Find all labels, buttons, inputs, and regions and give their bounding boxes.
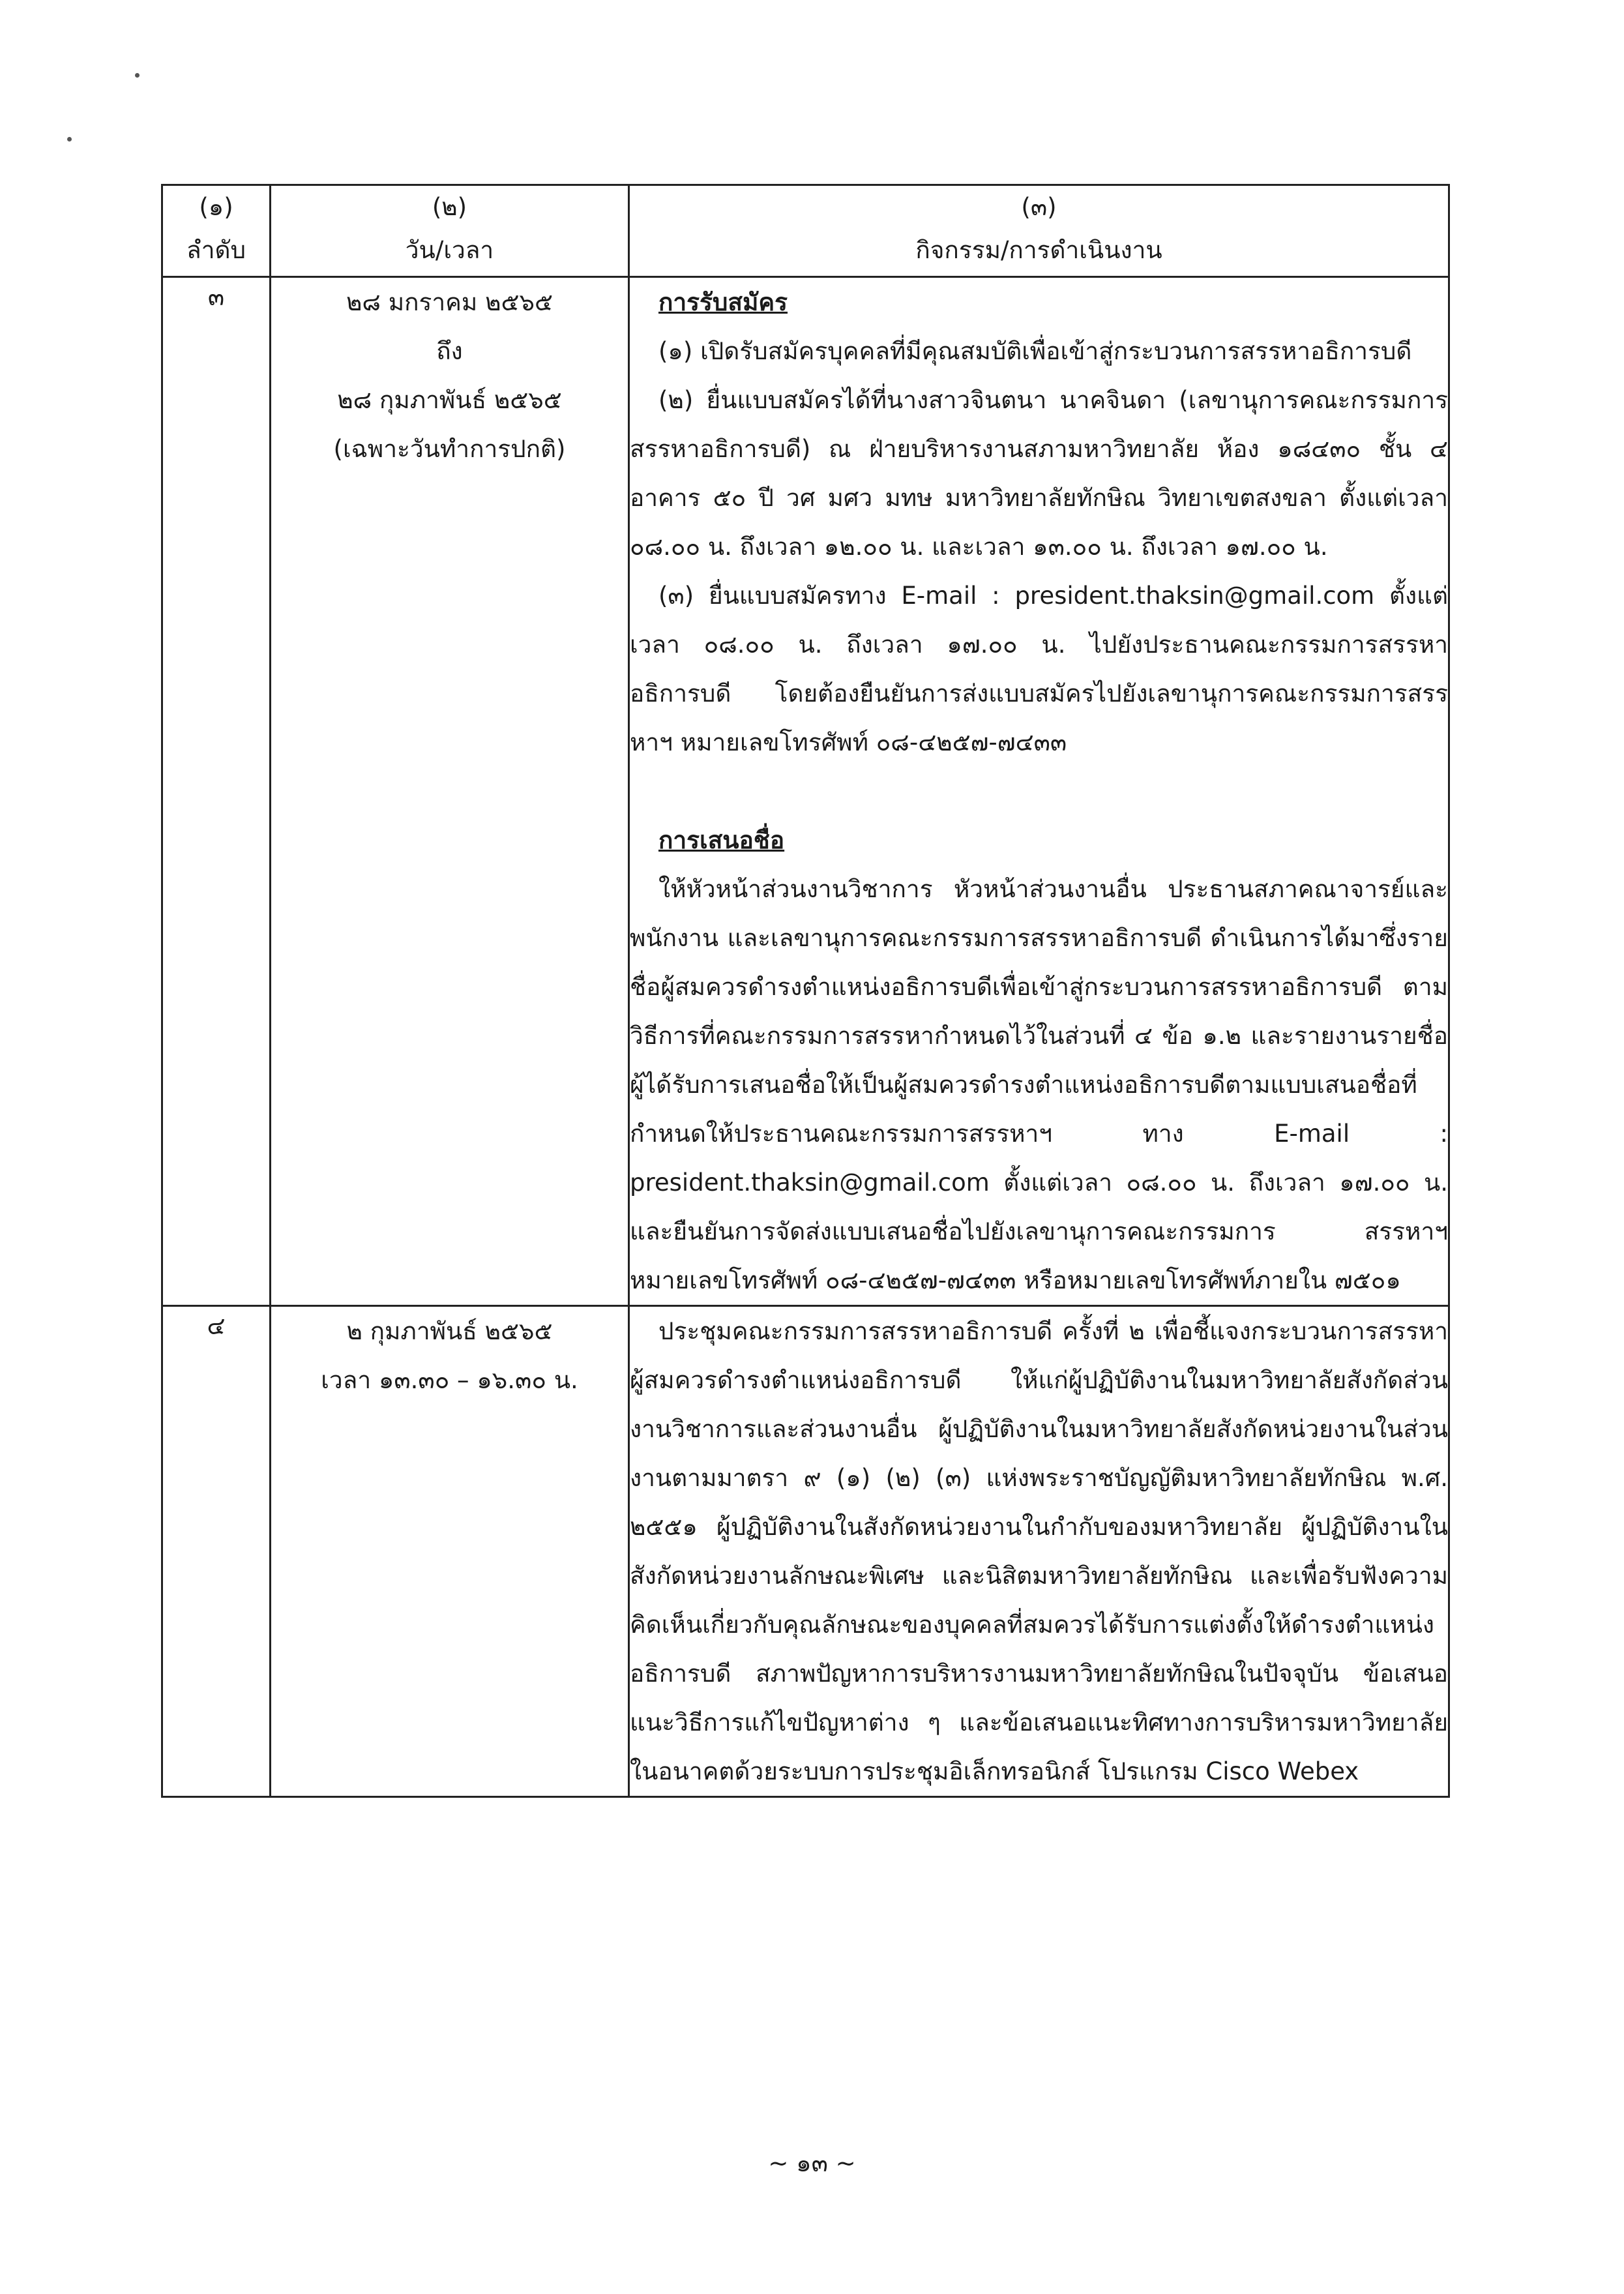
scan-speck (135, 73, 140, 78)
section-spacer (630, 767, 1448, 816)
section-heading-application: การรับสมัคร (658, 288, 788, 316)
activity-paragraph: (๑) เปิดรับสมัครบุคคลที่มีคุณสมบัติเพื่อเข้าสู่กระบวนการสรรหาอธิการบดี (658, 337, 1412, 365)
scan-speck (67, 137, 72, 142)
row-number: ๓ (162, 277, 271, 1306)
row-activity (629, 277, 1449, 1306)
header-date-time (271, 185, 629, 277)
date-line: เวลา ๑๓.๓๐ – ๑๖.๓๐ น. (321, 1366, 578, 1394)
activity-paragraph: ให้หัวหน้าส่วนงานวิชาการ หัวหน้าส่วนงานอื่น ประธานสภาคณาจารย์และพนักงาน และเลขานุการคณะกรรมการสรรหาอธิการบดี ดำเนินการได้มาซึ่งรายชื่อผู้สมควรดำรงตำแหน่งอธิการบดีเพื่อเข้าสู่กระบวนการสรรหาอธิการบดี ตามวิธีการที่คณะกรรมการสรรหากำหนดไว้ในส่วนที่ ๔ ข้อ ๑.๒ และรายงานรายชื่อผู้ได้รับการเสนอชื่อให้เป็นผู้สมควรดำรงตำแหน่งอธิการบดีตามแบบเสนอชื่อที่กำหนดให้ประธานคณะกรรมการสรรหาฯ ทาง E-mail : president.thaksin@gmail.com ตั้งแต่เวลา ๐๘.๐๐ น. ถึงเวลา ๑๗.๐๐ น. และยืนยันการจัดส่งแบบเสนอชื่อไปยังเลขานุการคณะกรรมการ สรรหาฯ หมายเลขโทรศัพท์ ๐๘-๔๒๕๗-๗๔๓๓ หรือหมายเลขโทรศัพท์ภายใน ๗๕๐๑ (630, 875, 1448, 1294)
date-line: ๒๘ กุมภาพันธ์ ๒๕๖๕ (337, 386, 562, 414)
date-line: ๒ กุมภาพันธ์ ๒๕๖๕ (346, 1317, 553, 1345)
activity-paragraph: (๒) ยื่นแบบสมัครได้ที่นางสาวจินตนา นาคจินดา (เลขานุการคณะกรรมการสรรหาอธิการบดี) ณ ฝ่ายบริหารงานสภามหาวิทยาลัย ห้อง ๑๘๔๓๐ ชั้น ๔ อาคาร ๕๐ ปี วศ มศว มทษ มหาวิทยาลัยทักษิณ วิทยาเขตสงขลา ตั้งแต่เวลา ๐๘.๐๐ น. ถึงเวลา ๑๒.๐๐ น. และเวลา ๑๓.๐๐ น. ถึงเวลา ๑๗.๐๐ น. (630, 386, 1448, 561)
row-date (271, 277, 629, 1306)
header-label: กิจกรรม/การดำเนินงาน (915, 236, 1162, 264)
table-header-row (162, 185, 1449, 277)
page-number: ~ ๑๓ ~ (768, 2149, 856, 2177)
header-number: (๓) (1021, 193, 1057, 221)
date-line: ถึง (436, 337, 463, 365)
row-activity (629, 1306, 1449, 1797)
row-number: ๔ (162, 1306, 271, 1797)
schedule-table (161, 184, 1450, 1798)
date-line: ๒๘ มกราคม ๒๕๖๕ (346, 288, 553, 316)
row-date (271, 1306, 629, 1797)
section-heading-nomination: การเสนอชื่อ (658, 826, 785, 854)
header-activity (629, 185, 1449, 277)
activity-paragraph: ประชุมคณะกรรมการสรรหาอธิการบดี ครั้งที่ ๒ เพื่อชี้แจงกระบวนการสรรหาผู้สมควรดำรงตำแหน่งอธิการบดี ให้แก่ผู้ปฏิบัติงานในมหาวิทยาลัยสังกัดส่วนงานวิชาการและส่วนงานอื่น ผู้ปฏิบัติงานในมหาวิทยาลัยสังกัดหน่วยงานในส่วนงานตามมาตรา ๙ (๑) (๒) (๓) แห่งพระราชบัญญัติมหาวิทยาลัยทักษิณ พ.ศ. ๒๕๕๑ ผู้ปฏิบัติงานในสังกัดหน่วยงานในกำกับของมหาวิทยาลัย ผู้ปฏิบัติงานในสังกัดหน่วยงานลักษณะพิเศษ และนิสิตมหาวิทยาลัยทักษิณ และเพื่อรับฟังความคิดเห็นเกี่ยวกับคุณลักษณะของบุคคลที่สมควรได้รับการแต่งตั้งให้ดำรงตำแหน่งอธิการบดี สภาพปัญหาการบริหารงานมหาวิทยาลัยทักษิณในปัจจุบัน ข้อเสนอแนะวิธีการแก้ไขปัญหาต่าง ๆ และข้อเสนอแนะทิศทางการบริหารมหาวิทยาลัยในอนาคตด้วยระบบการประชุมอิเล็กทรอนิกส์ โปรแกรม Cisco Webex (630, 1317, 1448, 1785)
header-label: ลำดับ (186, 236, 246, 264)
table-row (162, 277, 1449, 1306)
header-number: (๑) (199, 193, 233, 221)
date-line: (เฉพาะวันทำการปกติ) (333, 435, 566, 463)
activity-paragraph: (๓) ยื่นแบบสมัครทาง E-mail : president.thaksin@gmail.com ตั้งแต่เวลา ๐๘.๐๐ น. ถึงเวลา ๑๗.๐๐ น. ไปยังประธานคณะกรรมการสรรหาอธิการบดี โดยต้องยืนยันการส่งแบบสมัครไปยังเลขานุการคณะกรรมการสรรหาฯ หมายเลขโทรศัพท์ ๐๘-๔๒๕๗-๗๔๓๓ (630, 582, 1448, 756)
table-row (162, 1306, 1449, 1797)
header-label: วัน/เวลา (405, 236, 494, 264)
header-sequence (162, 185, 271, 277)
header-number: (๒) (432, 193, 467, 221)
